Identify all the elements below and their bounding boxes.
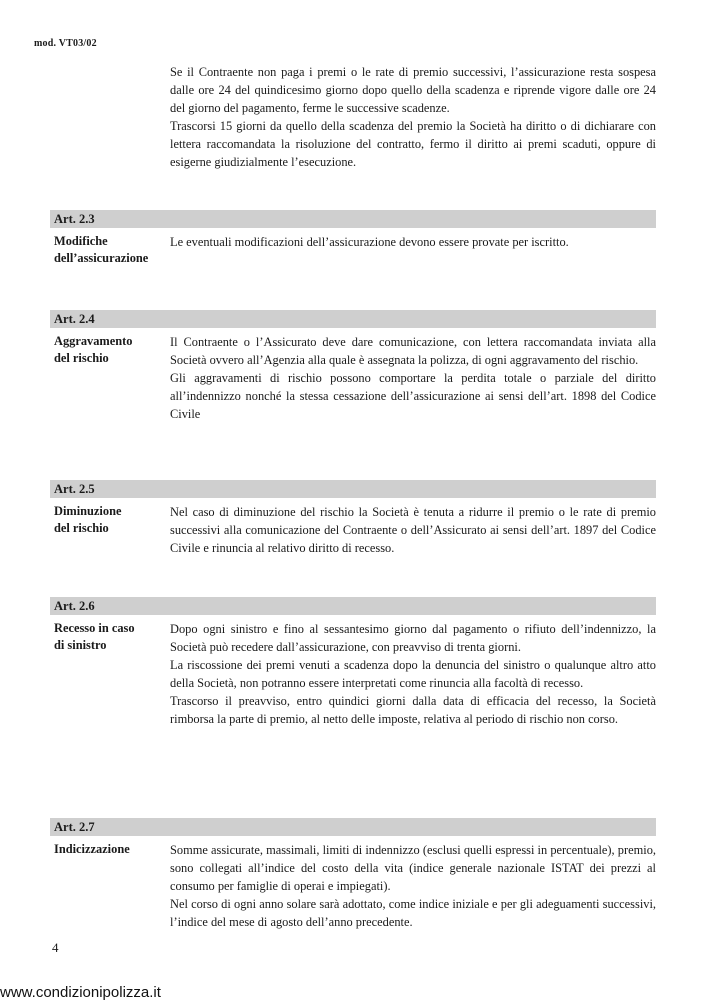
article-title xyxy=(50,620,170,728)
article-paragraph: Trascorso il preavviso, entro quindici giorni dalla data di efficacia del recesso, la Società rimborsa la parte di premio, al netto delle imposte, relativa al periodo di rischio non corso. xyxy=(170,694,656,726)
article-number-bar: Art. 2.4 xyxy=(50,310,656,328)
article-title-line: del rischio xyxy=(54,521,109,535)
article-title-line: Aggravamento xyxy=(54,334,133,348)
article-paragraph: Dopo ogni sinistro e fino al sessantesimo giorno dal pagamento o rifiuto dell’indennizzo, la Società può recedere dall’assicurazione, con preavviso di trenta giorni. xyxy=(170,622,656,654)
page-number: 4 xyxy=(52,940,59,955)
article-title xyxy=(50,841,170,931)
article-2-4 xyxy=(50,310,656,423)
article-2-7 xyxy=(50,818,656,931)
article-paragraph: Il Contraente o l’Assicurato deve dare comunicazione, con lettera raccomandata inviata alla Società ovvero all’Agenzia alla quale è assegnata la polizza, di ogni aggravamento del rischio. xyxy=(170,335,656,367)
article-text xyxy=(170,333,656,423)
article-text xyxy=(170,620,656,728)
site-url: www.condizionipolizza.it xyxy=(0,984,161,1001)
article-paragraph: Nel caso di diminuzione del rischio la Società è tenuta a ridurre il premio o le rate di premio successivi alla comunicazione del Contraente o dell’Assicurato ai sensi dell’art. 1897 del Codice Civile e rinuncia al relativo diritto di recesso. xyxy=(170,505,656,555)
article-title-line: Diminuzione xyxy=(54,504,122,518)
article-title-line: Indicizzazione xyxy=(54,842,130,856)
intro-paragraph: Se il Contraente non paga i premi o le rate di premio successivi, l’assicurazione resta sospesa dalle ore 24 del quindicesimo giorno dopo quello della scadenza e riprende vigore dalle ore 24 del giorno del pagamento, ferme le successive scadenze. xyxy=(170,65,656,115)
article-text xyxy=(170,841,656,931)
article-text xyxy=(170,233,656,267)
article-number-bar: Art. 2.3 xyxy=(50,210,656,228)
article-number-bar: Art. 2.5 xyxy=(50,480,656,498)
article-2-6 xyxy=(50,597,656,728)
intro-text xyxy=(170,63,656,171)
article-paragraph: Le eventuali modificazioni dell’assicurazione devono essere provate per iscritto. xyxy=(170,235,569,249)
article-number-bar: Art. 2.6 xyxy=(50,597,656,615)
article-2-5 xyxy=(50,480,656,557)
article-title-line: Modifiche xyxy=(54,234,108,248)
intro-paragraph: Trascorsi 15 giorni da quello della scadenza del premio la Società ha diritto o di dichiarare con lettera raccomandata la risoluzione del contratto, fermo il diritto ai premi scaduti, oppure di esigerne giudizialmente l’esecuzione. xyxy=(170,119,656,169)
article-paragraph: Somme assicurate, massimali, limiti di indennizzo (esclusi quelli espressi in percentuale), premio, sono collegati all’indice del costo della vita (indice generale nazionale ISTAT dei prezzi al consumo per famiglie di operai e impiegati). xyxy=(170,843,656,893)
article-title xyxy=(50,333,170,423)
article-title-line: dell’assicurazione xyxy=(54,251,149,265)
article-title-line: del rischio xyxy=(54,351,109,365)
article-paragraph: Gli aggravamenti di rischio possono comportare la perdita totale o parziale del diritto all’indennizzo nonché la stessa cessazione dell’assicurazione ai sensi dell’art. 1898 del Codice Civile xyxy=(170,371,656,421)
article-title-line: Recesso in caso xyxy=(54,621,135,635)
article-title-line: di sinistro xyxy=(54,638,107,652)
article-title xyxy=(50,233,170,267)
article-text xyxy=(170,503,656,557)
article-title xyxy=(50,503,170,557)
article-number-bar: Art. 2.7 xyxy=(50,818,656,836)
article-2-3 xyxy=(50,210,656,267)
article-paragraph: La riscossione dei premi venuti a scadenza dopo la denuncia del sinistro o qualunque altro atto della Società, non potranno essere interpretati come rinuncia alla facoltà di recesso. xyxy=(170,658,656,690)
article-paragraph: Nel corso di ogni anno solare sarà adottato, come indice iniziale e per gli adeguamenti successivi, l’indice del mese di agosto dell’anno precedente. xyxy=(170,897,656,929)
document-code: mod. VT03/02 xyxy=(34,38,97,49)
